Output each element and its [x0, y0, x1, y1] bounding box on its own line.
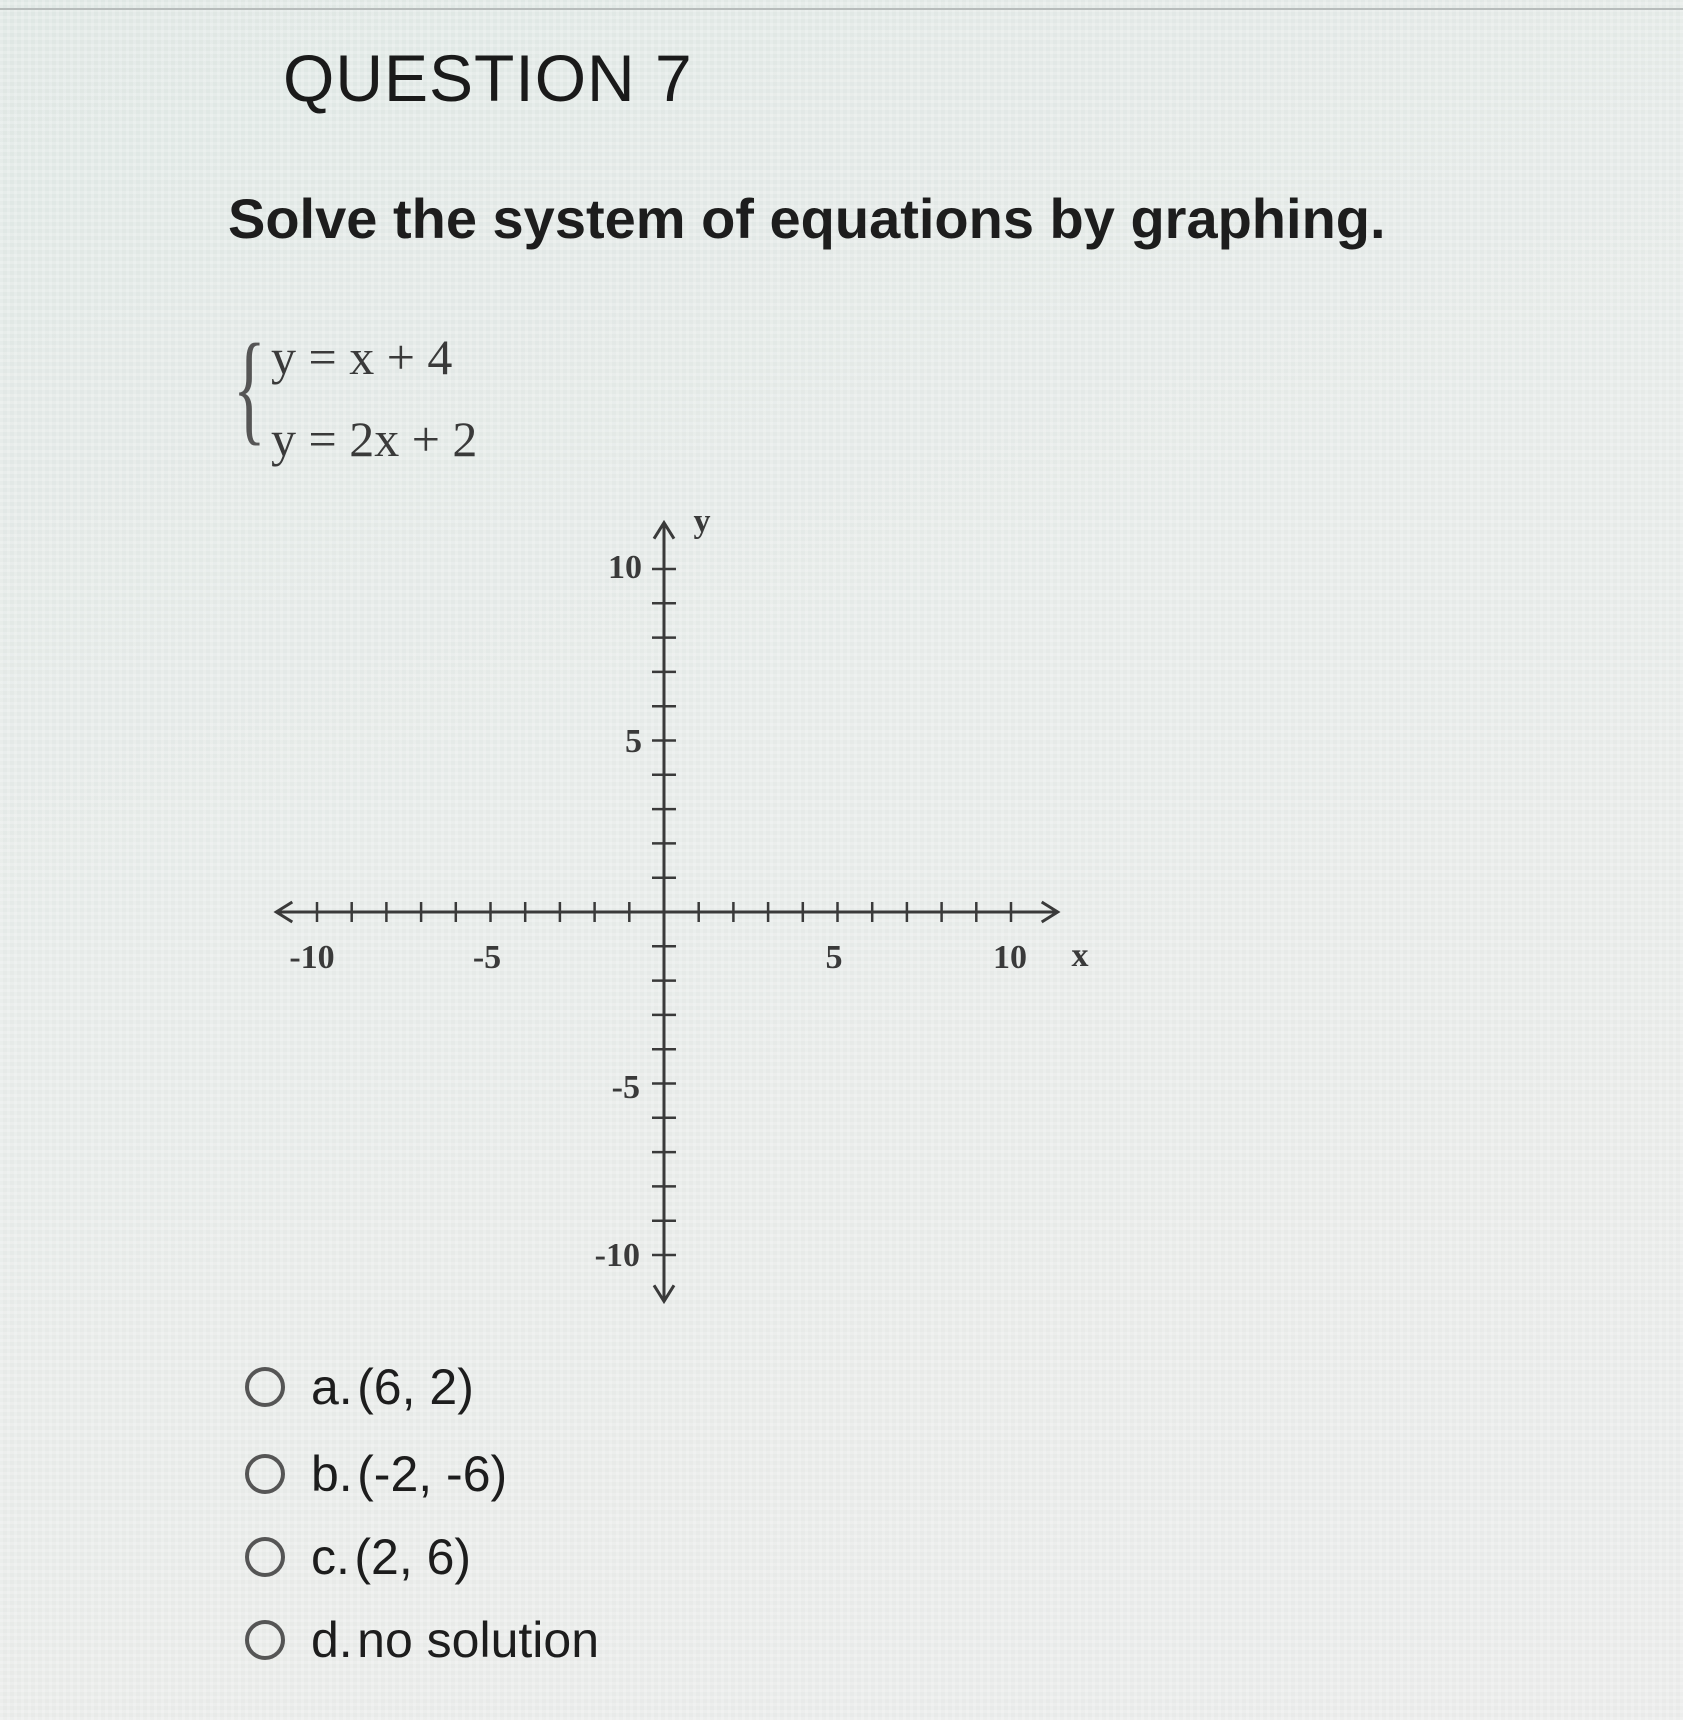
option-c-text: (2, 6): [354, 1529, 472, 1585]
option-a[interactable]: [245, 1352, 474, 1422]
radio-button-icon[interactable]: [245, 1620, 285, 1660]
system-brace: {: [233, 319, 266, 456]
x-tick-label-10: 10: [993, 939, 1027, 976]
option-a-letter: a.: [311, 1359, 353, 1415]
option-d[interactable]: [245, 1605, 599, 1675]
option-a-text: (6, 2): [357, 1359, 474, 1415]
x-axis-name: x: [1071, 937, 1089, 974]
y-tick-label-10: 10: [608, 549, 642, 586]
equation-1: y = x + 4: [271, 329, 453, 385]
option-d-letter: d.: [311, 1612, 353, 1668]
question-instruction: Solve the system of equations by graphing.: [228, 187, 1386, 250]
x-tick-label-neg10: -10: [289, 939, 335, 976]
option-b[interactable]: [245, 1439, 507, 1509]
equation-2: y = 2x + 2: [271, 411, 478, 467]
y-axis-name: y: [693, 503, 711, 540]
x-tick-label-neg5: -5: [472, 939, 502, 976]
option-c-letter: c.: [311, 1529, 350, 1585]
radio-button-icon[interactable]: [245, 1367, 285, 1407]
question-heading: QUESTION 7: [283, 41, 693, 115]
option-d-text: no solution: [357, 1612, 600, 1668]
option-b-text: (-2, -6): [357, 1446, 508, 1502]
option-c[interactable]: [245, 1522, 471, 1592]
option-b-letter: b.: [311, 1446, 353, 1502]
y-tick-label-neg5: -5: [611, 1069, 640, 1106]
radio-button-icon[interactable]: [245, 1454, 285, 1494]
y-tick-label-5: 5: [625, 723, 642, 760]
radio-button-icon[interactable]: [245, 1537, 285, 1577]
x-tick-label-5: 5: [825, 939, 843, 976]
y-tick-label-neg10: -10: [594, 1237, 640, 1274]
